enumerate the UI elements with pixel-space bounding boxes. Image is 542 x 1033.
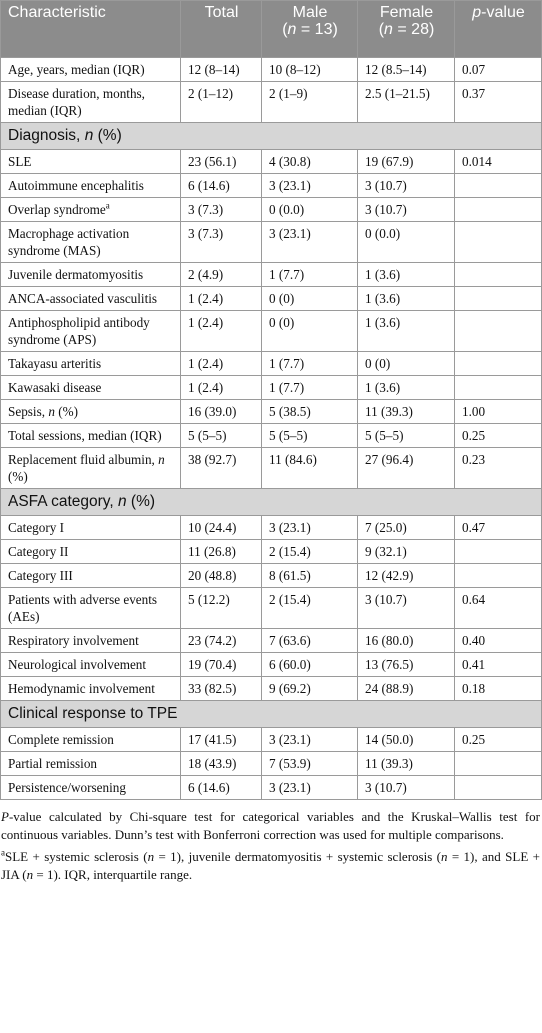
cell-female: 3 (10.7) [358, 588, 455, 629]
table-row [1, 198, 542, 222]
cell-male: 6 (60.0) [262, 653, 358, 677]
header-male [262, 1, 358, 58]
cell-pvalue [455, 174, 542, 198]
cell-total: 3 (7.3) [181, 222, 262, 263]
cell-female: 3 (10.7) [358, 776, 455, 800]
table-row [1, 82, 542, 123]
cell-pvalue: 0.41 [455, 653, 542, 677]
cell-total: 3 (7.3) [181, 198, 262, 222]
section-row [1, 701, 542, 728]
cell-female: 16 (80.0) [358, 629, 455, 653]
cell-female: 5 (5–5) [358, 424, 455, 448]
cell-female: 19 (67.9) [358, 150, 455, 174]
header-characteristic: Characteristic [1, 1, 181, 58]
cell-total: 19 (70.4) [181, 653, 262, 677]
cell-male: 1 (7.7) [262, 352, 358, 376]
table-row [1, 311, 542, 352]
cell-pvalue [455, 287, 542, 311]
cell-characteristic: Autoimmune encephalitis [1, 174, 181, 198]
header-female [358, 1, 455, 58]
cell-characteristic: Antiphospholipid antibody syndrome (APS) [1, 311, 181, 352]
cell-characteristic: Neurological involvement [1, 653, 181, 677]
cell-total: 11 (26.8) [181, 540, 262, 564]
header-pvalue: p-value [455, 1, 542, 58]
header-female-label: Female [379, 4, 434, 21]
cell-characteristic: Complete remission [1, 728, 181, 752]
cell-pvalue: 0.25 [455, 728, 542, 752]
cell-male: 8 (61.5) [262, 564, 358, 588]
table-row [1, 448, 542, 489]
cell-female: 1 (3.6) [358, 311, 455, 352]
cell-characteristic: Hemodynamic involvement [1, 677, 181, 701]
section-label: Clinical response to TPE [1, 701, 542, 728]
cell-total: 16 (39.0) [181, 400, 262, 424]
cell-female: 11 (39.3) [358, 400, 455, 424]
cell-female: 3 (10.7) [358, 198, 455, 222]
cell-male: 2 (1–9) [262, 82, 358, 123]
table-row [1, 752, 542, 776]
cell-male: 2 (15.4) [262, 588, 358, 629]
cell-pvalue [455, 776, 542, 800]
cell-characteristic: Overlap syndrome$^a$ [1, 198, 181, 222]
cell-characteristic: Replacement fluid albumin, n (%) [1, 448, 181, 489]
cell-characteristic: Kawasaki disease [1, 376, 181, 400]
cell-female: 12 (8.5–14) [358, 58, 455, 82]
cell-male: 2 (15.4) [262, 540, 358, 564]
table-row [1, 629, 542, 653]
table-row [1, 150, 542, 174]
cell-pvalue: 0.64 [455, 588, 542, 629]
cell-pvalue: 0.25 [455, 424, 542, 448]
cell-male: 3 (23.1) [262, 222, 358, 263]
cell-male: 9 (69.2) [262, 677, 358, 701]
cell-male: 11 (84.6) [262, 448, 358, 489]
cell-pvalue: 0.07 [455, 58, 542, 82]
cell-pvalue [455, 540, 542, 564]
cell-male: 10 (8–12) [262, 58, 358, 82]
cell-total: 1 (2.4) [181, 376, 262, 400]
header-male-n: (n = 13) [282, 21, 338, 38]
cell-characteristic: Disease duration, months, median (IQR) [1, 82, 181, 123]
table-row [1, 352, 542, 376]
cell-female: 1 (3.6) [358, 376, 455, 400]
cell-female: 3 (10.7) [358, 174, 455, 198]
cell-male: 5 (38.5) [262, 400, 358, 424]
cell-characteristic: Respiratory involvement [1, 629, 181, 653]
footnote-overlap: $^a$SLE + systemic sclerosis (n = 1), juvenile dermatomyositis + systemic sclerosis (n = 1), and SLE + JIA (n = 1). IQR, interquartile range. [1, 847, 540, 882]
table-row [1, 728, 542, 752]
table-row [1, 222, 542, 263]
cell-total: 12 (8–14) [181, 58, 262, 82]
table-footnotes [0, 800, 542, 883]
cell-characteristic: ANCA-associated vasculitis [1, 287, 181, 311]
cell-characteristic: Category II [1, 540, 181, 564]
cell-female: 27 (96.4) [358, 448, 455, 489]
table-row [1, 58, 542, 82]
cell-total: 1 (2.4) [181, 352, 262, 376]
cell-characteristic: Takayasu arteritis [1, 352, 181, 376]
cell-characteristic: Juvenile dermatomyositis [1, 263, 181, 287]
cell-characteristic: Macrophage activation syndrome (MAS) [1, 222, 181, 263]
footnote-pvalue: P-value calculated by Chi-square test for categorical variables and the Kruskal–Wallis test for continuous variables. Dunn’s test with Bonferroni correction was used for multiple comparisons. [1, 809, 540, 842]
cell-total: 18 (43.9) [181, 752, 262, 776]
cell-pvalue: 0.47 [455, 516, 542, 540]
cell-pvalue [455, 352, 542, 376]
cell-female: 13 (76.5) [358, 653, 455, 677]
cell-total: 17 (41.5) [181, 728, 262, 752]
cell-total: 5 (5–5) [181, 424, 262, 448]
cell-pvalue: 0.23 [455, 448, 542, 489]
cell-female: 1 (3.6) [358, 287, 455, 311]
cell-total: 33 (82.5) [181, 677, 262, 701]
cell-male: 4 (30.8) [262, 150, 358, 174]
cell-female: 11 (39.3) [358, 752, 455, 776]
table-row [1, 677, 542, 701]
cell-male: 1 (7.7) [262, 376, 358, 400]
cell-total: 38 (92.7) [181, 448, 262, 489]
cell-male: 0 (0) [262, 311, 358, 352]
cell-total: 20 (48.8) [181, 564, 262, 588]
cell-female: 2.5 (1–21.5) [358, 82, 455, 123]
cell-female: 0 (0) [358, 352, 455, 376]
cell-male: 0 (0) [262, 287, 358, 311]
cell-pvalue [455, 311, 542, 352]
cell-total: 6 (14.6) [181, 776, 262, 800]
cell-pvalue [455, 752, 542, 776]
cell-female: 1 (3.6) [358, 263, 455, 287]
table-body [1, 58, 542, 800]
cell-female: 14 (50.0) [358, 728, 455, 752]
table-row [1, 516, 542, 540]
cell-male: 3 (23.1) [262, 728, 358, 752]
cell-total: 6 (14.6) [181, 174, 262, 198]
cell-female: 24 (88.9) [358, 677, 455, 701]
cell-total: 10 (24.4) [181, 516, 262, 540]
cell-female: 0 (0.0) [358, 222, 455, 263]
cell-characteristic: Category III [1, 564, 181, 588]
cell-total: 5 (12.2) [181, 588, 262, 629]
table-row [1, 540, 542, 564]
cell-pvalue [455, 263, 542, 287]
section-label: Diagnosis, n (%) [1, 123, 542, 150]
cell-pvalue: 0.18 [455, 677, 542, 701]
table-row [1, 287, 542, 311]
cell-pvalue [455, 222, 542, 263]
cell-characteristic: Category I [1, 516, 181, 540]
cell-male: 3 (23.1) [262, 776, 358, 800]
cell-total: 2 (4.9) [181, 263, 262, 287]
cell-characteristic: Total sessions, median (IQR) [1, 424, 181, 448]
cell-total: 1 (2.4) [181, 311, 262, 352]
cell-male: 1 (7.7) [262, 263, 358, 287]
table-row [1, 564, 542, 588]
cell-characteristic: Sepsis, n (%) [1, 400, 181, 424]
table-row [1, 424, 542, 448]
cell-female: 12 (42.9) [358, 564, 455, 588]
cell-female: 7 (25.0) [358, 516, 455, 540]
cell-characteristic: Partial remission [1, 752, 181, 776]
section-label: ASFA category, n (%) [1, 489, 542, 516]
cell-total: 23 (56.1) [181, 150, 262, 174]
table-row [1, 653, 542, 677]
cell-characteristic: Persistence/worsening [1, 776, 181, 800]
cell-pvalue [455, 376, 542, 400]
section-row [1, 489, 542, 516]
cell-characteristic: SLE [1, 150, 181, 174]
cell-total: 23 (74.2) [181, 629, 262, 653]
cell-pvalue [455, 564, 542, 588]
cell-total: 2 (1–12) [181, 82, 262, 123]
cell-male: 5 (5–5) [262, 424, 358, 448]
cell-male: 7 (63.6) [262, 629, 358, 653]
section-row [1, 123, 542, 150]
cell-pvalue [455, 198, 542, 222]
cell-male: 3 (23.1) [262, 516, 358, 540]
table-row [1, 376, 542, 400]
cell-male: 0 (0.0) [262, 198, 358, 222]
table-row [1, 174, 542, 198]
cell-pvalue: 0.40 [455, 629, 542, 653]
cell-pvalue: 1.00 [455, 400, 542, 424]
cell-total: 1 (2.4) [181, 287, 262, 311]
table-header-row [1, 1, 542, 58]
cell-pvalue: 0.37 [455, 82, 542, 123]
header-total: Total [181, 1, 262, 58]
header-female-n: (n = 28) [378, 21, 435, 38]
cell-characteristic: Patients with adverse events (AEs) [1, 588, 181, 629]
cell-characteristic: Age, years, median (IQR) [1, 58, 181, 82]
table-row [1, 588, 542, 629]
table-row [1, 776, 542, 800]
table-row [1, 400, 542, 424]
table-row [1, 263, 542, 287]
cell-male: 7 (53.9) [262, 752, 358, 776]
header-male-label: Male [292, 4, 328, 21]
cell-male: 3 (23.1) [262, 174, 358, 198]
cell-female: 9 (32.1) [358, 540, 455, 564]
cell-pvalue: 0.014 [455, 150, 542, 174]
